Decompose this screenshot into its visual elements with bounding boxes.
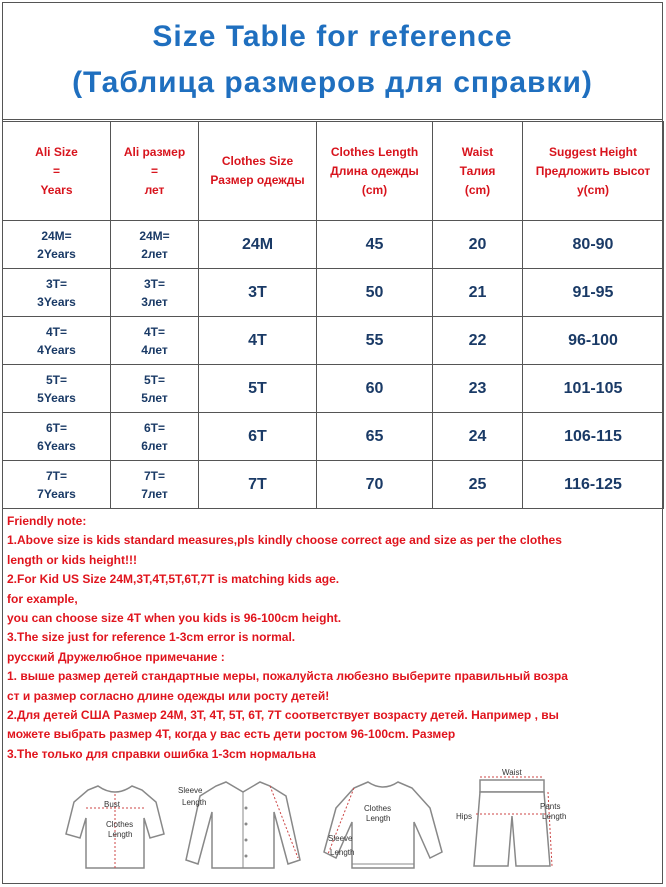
cell-suggest-height: 91-95: [523, 269, 664, 317]
cell-clothes-size: 24M: [199, 221, 317, 269]
cell-ali-razmer: 7T= 7лет: [111, 461, 199, 509]
note-line: русский Дружелюбное примечание :: [7, 649, 225, 664]
note-line: 3.The только для справки ошибка 1-3cm нормальна: [7, 746, 316, 761]
header-clothes-length: Clothes Length Длина одежды (cm): [317, 122, 433, 221]
pants-length-label: Length: [542, 812, 567, 821]
shirt-icon: [178, 768, 308, 876]
bust-label: Bust: [104, 800, 121, 809]
pants-diagram: [456, 768, 566, 876]
page-title: Size Table for reference: [152, 20, 513, 53]
sleeve-label: Sleeve: [178, 786, 203, 795]
note-line: 2.For Kid US Size 24M,3T,4T,5T,6T,7T is matching kids age.: [7, 572, 340, 587]
cell-waist: 25: [433, 461, 523, 509]
pants-icon: [456, 768, 566, 876]
clothes-label: Clothes: [106, 820, 134, 829]
cell-waist: 20: [433, 221, 523, 269]
cell-ali-size: 7T= 7Years: [3, 461, 111, 509]
table-row: [3, 461, 664, 509]
cell-waist: 23: [433, 365, 523, 413]
cell-clothes-size: 6T: [199, 413, 317, 461]
header-clothes-size: Clothes Size Размер одежды: [199, 122, 317, 221]
cell-clothes-length: 65: [317, 413, 433, 461]
header-ali-size: Ali Size = Years: [3, 122, 111, 221]
size-table: [2, 121, 664, 509]
measurement-diagrams: [60, 768, 570, 878]
title-section: [2, 2, 663, 120]
sweater-diagram: [318, 768, 448, 876]
note-line: 1. выше размер детей стандартные меры, пожалуйста любезно выберите правильный возра: [7, 669, 568, 684]
cell-suggest-height: 96-100: [523, 317, 664, 365]
hips-label: Hips: [456, 812, 473, 821]
cell-clothes-size: 5T: [199, 365, 317, 413]
table-header-row: [3, 122, 664, 221]
cell-ali-size: 3T= 3Years: [3, 269, 111, 317]
cell-ali-razmer: 6T= 6лет: [111, 413, 199, 461]
cell-suggest-height: 101-105: [523, 365, 664, 413]
tshirt-diagram: [60, 768, 170, 876]
cell-suggest-height: 116-125: [523, 461, 664, 509]
note-line: for example,: [7, 591, 78, 606]
cell-clothes-length: 55: [317, 317, 433, 365]
cell-clothes-length: 70: [317, 461, 433, 509]
note-line: ст и размер согласно длине одежды или росту детей!: [7, 688, 330, 703]
cell-ali-size: 24M= 2Years: [3, 221, 111, 269]
pants-label: Pants: [540, 802, 561, 811]
sleeve-label: Sleeve: [328, 834, 353, 843]
cell-ali-size: 4T= 4Years: [3, 317, 111, 365]
cell-ali-razmer: 4T= 4лет: [111, 317, 199, 365]
cell-suggest-height: 106-115: [523, 413, 664, 461]
cell-waist: 24: [433, 413, 523, 461]
cell-clothes-length: 45: [317, 221, 433, 269]
table-row: [3, 317, 664, 365]
cell-waist: 22: [433, 317, 523, 365]
cell-clothes-size: 4T: [199, 317, 317, 365]
clothes-length-label: Length: [366, 814, 391, 823]
header-ali-razmer: Ali размер = лет: [111, 122, 199, 221]
cell-ali-razmer: 24M= 2лет: [111, 221, 199, 269]
sleeve-length-label: Length: [330, 848, 355, 857]
note-line: можете выбрать размер 4T, когда у вас есть дети ростом 96-100cm. Размер: [7, 727, 456, 742]
page-subtitle: (Таблица размеров для справки): [72, 66, 593, 99]
note-line: 1.Above size is kids standard measures,pls kindly choose correct age and size as per the clothes: [7, 533, 562, 548]
cell-ali-size: 5T= 5Years: [3, 365, 111, 413]
cell-ali-razmer: 3T= 3лет: [111, 269, 199, 317]
table-row: [3, 365, 664, 413]
sleeve-length-label: Length: [182, 798, 207, 807]
length-label: Length: [108, 830, 133, 839]
clothes-label: Clothes: [364, 804, 392, 813]
table-row: [3, 269, 664, 317]
header-suggest-height: Suggest Height Предложить высот у(cm): [523, 122, 664, 221]
cell-clothes-length: 60: [317, 365, 433, 413]
friendly-notes: [7, 512, 659, 764]
cell-ali-razmer: 5T= 5лет: [111, 365, 199, 413]
note-line: 2.Для детей США Размер 24M, 3T, 4T, 5T, 6T, 7T соответствует возрасту детей. Например , вы: [7, 708, 559, 723]
cell-clothes-size: 7T: [199, 461, 317, 509]
shirt-diagram: [178, 768, 308, 876]
note-line: you can choose size 4T when you kids is 96-100cm height.: [7, 611, 342, 626]
cell-suggest-height: 80-90: [523, 221, 664, 269]
table-row: [3, 221, 664, 269]
cell-clothes-size: 3T: [199, 269, 317, 317]
cell-clothes-length: 50: [317, 269, 433, 317]
note-line: Friendly note:: [7, 514, 87, 528]
table-row: [3, 413, 664, 461]
cell-waist: 21: [433, 269, 523, 317]
waist-label: Waist: [502, 768, 522, 777]
note-line: length or kids height!!!: [7, 552, 137, 567]
cell-ali-size: 6T= 6Years: [3, 413, 111, 461]
header-waist: Waist Талия (cm): [433, 122, 523, 221]
note-line: 3.The size just for reference 1-3cm error is normal.: [7, 630, 296, 645]
